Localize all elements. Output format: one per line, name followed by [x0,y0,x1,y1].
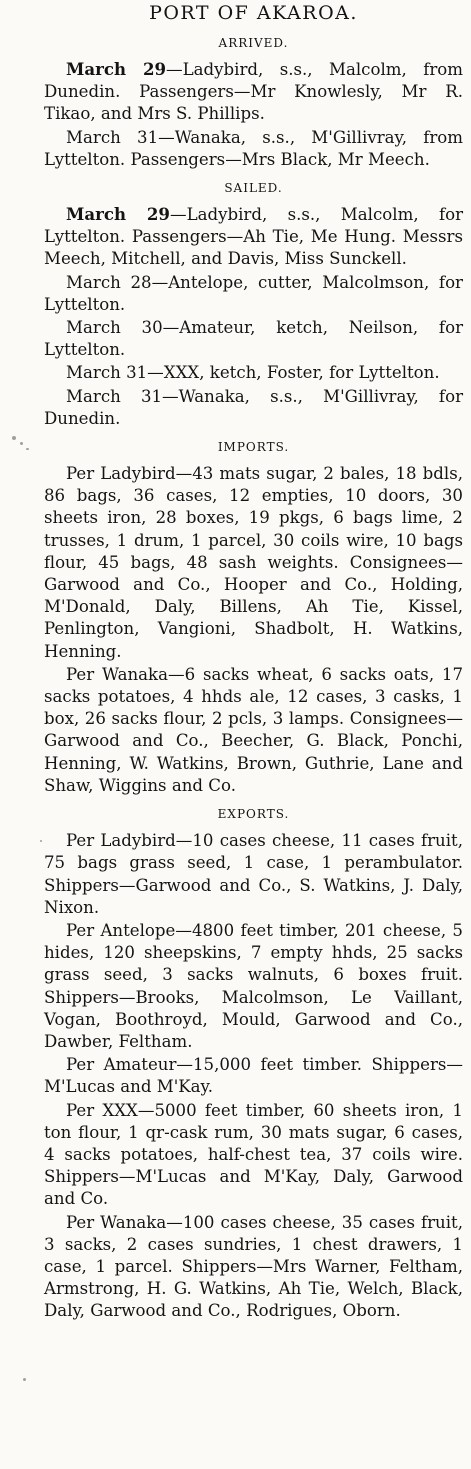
list-item [44,462,463,663]
section-exports [44,807,463,1322]
item-text: Per Wanaka—6 sacks wheat, 6 sacks oats, 17 sacks potatoes, 4 hhds ale, 12 cases, 3 casks, 1 box, 26 sacks flour, 2 pcls, 3 lamps. Consignees—Garwood and Co., Beecher, G. Black, Ponchi, Henning, W. Watkins, Brown, Guthrie, Lane and Shaw, Wiggins and Co. [44,664,463,795]
list-item [44,126,463,171]
list-item [44,58,463,126]
section-heading: ARRIVED. [218,36,289,50]
section-arrived [44,36,463,171]
list-item [44,203,463,271]
item-text: Per XXX—5000 feet timber, 60 sheets iron, 1 ton flour, 1 qr-cask rum, 30 mats sugar, 6 cases, 4 sacks potatoes, half-chest tea, 37 coils wire. Shippers—M'Lucas and M'Kay, Daly, Garwood and Co. [44,1100,463,1209]
item-text: March 31—Wanaka, s.s., M'Gillivray, for Dunedin. [44,386,463,428]
item-text: Per Antelope—4800 feet timber, 201 cheese, 5 hides, 120 sheepskins, 7 empty hhds, 25 sacks grass seed, 3 sacks walnuts, 6 boxes fruit. Shippers—Brooks, Malcolmson, Le Vaillant, Vogan, Boothroyd, Mould, Garwood and Co., Dawber, Feltham. [44,920,463,1051]
item-text: March 30—Amateur, ketch, Neilson, for Lyttelton. [44,318,463,360]
scan-speck [20,442,23,445]
section-heading: SAILED. [224,181,283,196]
item-text: Per Amateur—15,000 feet timber. Shippers—M'Lucas and M'Kay. [44,1055,463,1097]
item-text: Per Ladybird—43 mats sugar, 2 bales, 18 bdls, 86 bags, 36 cases, 12 empties, 10 doors, 30 sheets iron, 28 boxes, 19 pkgs, 6 bags lime, 2 trusses, 1 drum, 1 parcel, 30 coils wire, 10 bags flour, 45 bags, 48 sash weights. Consignees—Garwood and Co., Hooper and Co., Holding, M'Donald, Daly, Billens, Ah Tie, Kissel, Penlington, Vangioni, Shadbolt, H. Watkins, Henning. [44,464,463,661]
item-text: —Ladybird, s.s., Malcolm, for Lyttelton. Passengers—Ah Tie, Me Hung. Messrs Meech, Mitchell, and Davis, Miss Sunckell. [44,205,464,269]
item-text: —Ladybird, s.s., Malcolm, from Dunedin. Passengers—Mr Knowlesly, Mr R. Tikao, and Mrs S. Phillips. [44,60,463,124]
list-item [44,361,463,384]
list-item [44,316,463,361]
list-item [44,829,463,919]
list-item [44,663,463,797]
item-text: Per Wanaka—100 cases cheese, 35 cases fruit, 3 sacks, 2 cases sundries, 1 chest drawers, 1 case, 1 parcel. Shippers—Mrs Warner, Feltham, Armstrong, H. G. Watkins, Ah Tie, Welch, Black, Daly, Garwood and Co., Rodrigues, Oborn. [44,1212,463,1321]
list-item [44,385,463,430]
list-item [44,1211,463,1323]
scan-speck [26,448,29,450]
scan-speck [23,1378,26,1381]
page-title: PORT OF AKAROA. [149,2,358,24]
list-item [44,1099,463,1211]
list-item [44,1053,463,1098]
item-text: March 31—Wanaka, s.s., M'Gillivray, from Lyttelton. Passengers—Mrs Black, Mr Meech. [44,127,463,169]
item-lead: March 29 [66,204,170,225]
scan-speck [40,840,42,842]
list-item [44,919,463,1053]
item-text: March 31—XXX, ketch, Foster, for Lyttelton. [66,363,440,383]
section-imports [44,440,463,797]
item-lead: March 29 [66,59,167,79]
scan-speck [12,436,16,440]
section-heading: EXPORTS. [217,807,290,822]
section-heading: IMPORTS. [217,440,290,455]
item-text: March 28—Antelope, cutter, Malcolmson, for Lyttelton. [44,272,463,314]
item-text: Per Ladybird—10 cases cheese, 11 cases fruit, 75 bags grass seed, 1 case, 1 perambulator. Shippers—Garwood and Co., S. Watkins, J. Daly, Nixon. [44,831,463,917]
list-item [44,271,463,316]
section-sailed [44,181,463,430]
